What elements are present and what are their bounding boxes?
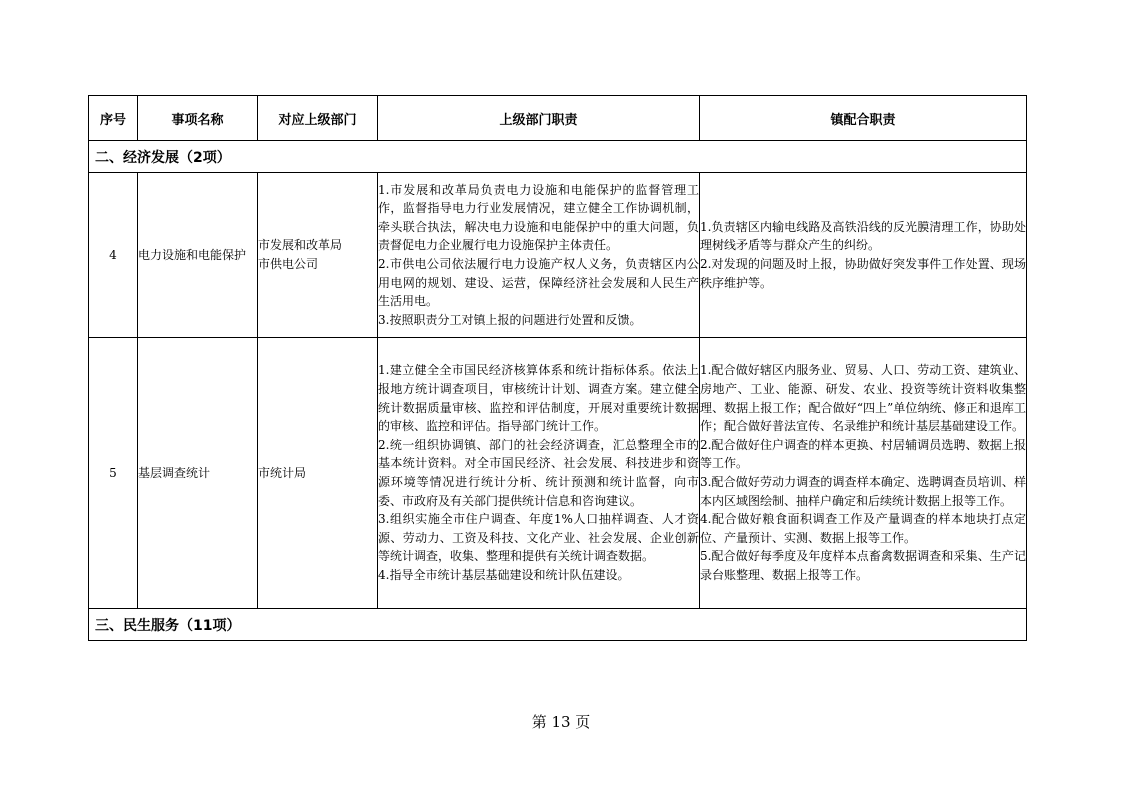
duty-paragraph: 2.统一组织协调镇、部门的社会经济调查，汇总整理全市的基本统计资料。对全市国民经济、社会发展、科技进步和资源环境等情况进行统计分析、统计预测和统计监督，向市委、市政府及有关部门提供统计信息和咨询建议。 xyxy=(378,437,699,508)
row-town-duties xyxy=(700,338,1027,609)
duty-paragraph: 2.配合做好住户调查的样本更换、村居辅调员选聘、数据上报等工作。 xyxy=(700,437,1026,471)
department-name: 市统计局 xyxy=(258,465,307,480)
row-serial: 5 xyxy=(89,338,138,609)
page-number: 第 13 页 xyxy=(531,713,591,731)
section-title-livelihood: 三、民生服务（11项） xyxy=(89,609,1027,641)
section-row-economy xyxy=(89,141,1027,173)
duty-paragraph: 3.组织实施全市住户调查、年度1%人口抽样调查、人才资源、劳动力、工资及科技、文化产业、社会发展、企业创新等统计调查，收集、整理和提供有关统计调查数据。 xyxy=(378,512,699,564)
duty-paragraph: 2.市供电公司依法履行电力设施产权人义务，负责辖区内公用电网的规划、建设、运营，保障经济社会发展和人民生产生活用电。 xyxy=(378,257,699,309)
row-town-duties xyxy=(700,173,1027,338)
table-row xyxy=(89,338,1027,609)
section-row-livelihood xyxy=(89,609,1027,641)
department-name: 市发展和改革局 xyxy=(258,238,343,252)
row-upper-department xyxy=(258,173,378,338)
row-item-name: 基层调查统计 xyxy=(138,338,258,609)
department-name: 市供电公司 xyxy=(258,257,319,271)
header-item-name: 事项名称 xyxy=(138,96,258,141)
row-serial: 4 xyxy=(89,173,138,338)
duty-paragraph: 1.市发展和改革局负责电力设施和电能保护的监督管理工作，监督指导电力行业发展情况，建立健全工作协调机制，牵头联合执法，解决电力设施和电能保护中的重大问题，负责督促电力企业履行电力设施保护主体责任。 xyxy=(378,182,699,253)
row-item-name: 电力设施和电能保护 xyxy=(138,173,258,338)
header-town-duties: 镇配合职责 xyxy=(700,96,1027,141)
responsibility-table xyxy=(88,95,1027,641)
header-upper-department: 对应上级部门 xyxy=(258,96,378,141)
duty-paragraph: 1.配合做好辖区内服务业、贸易、人口、劳动工资、建筑业、房地产、工业、能源、研发、农业、投资等统计资料收集整理、数据上报工作；配合做好“四上”单位纳统、修正和退库工作；配合做好普法宣传、名录维护和统计基层基础建设工作。 xyxy=(700,363,1026,434)
table-row xyxy=(89,173,1027,338)
duty-paragraph: 3.按照职责分工对镇上报的问题进行处置和反馈。 xyxy=(378,312,642,327)
row-upper-duties xyxy=(378,338,700,609)
duty-paragraph: 1.建立健全全市国民经济核算体系和统计指标体系。依法上报地方统计调查项目，审核统计计划、调查方案。建立健全统计数据质量审核、监控和评估制度，开展对重要统计数据的审核、监控和评估。指导部门统计工作。 xyxy=(378,363,699,434)
row-upper-duties xyxy=(378,173,700,338)
section-title-economy: 二、经济发展（2项） xyxy=(89,141,1027,173)
header-serial: 序号 xyxy=(89,96,138,141)
duty-paragraph: 3.配合做好劳动力调查的调查样本确定、选聘调查员培训、样本内区域图绘制、抽样户确定和后续统计数据上报等工作。 xyxy=(700,475,1026,508)
row-upper-department xyxy=(258,338,378,609)
duty-paragraph: 2.对发现的问题及时上报，协助做好突发事件工作处置、现场秩序维护等。 xyxy=(700,257,1026,290)
duty-paragraph: 1.负责辖区内输电线路及高铁沿线的反光膜清理工作，协助处理树线矛盾等与群众产生的纠纷。 xyxy=(700,219,1026,253)
duty-paragraph: 5.配合做好每季度及年度样本点畜禽数据调查和采集、生产记录台账整理、数据上报等工作。 xyxy=(700,549,1026,582)
duty-paragraph: 4.指导全市统计基层基础建设和统计队伍建设。 xyxy=(378,567,630,582)
header-row xyxy=(89,96,1027,141)
duty-paragraph: 4.配合做好粮食面积调查工作及产量调查的样本地块打点定位、产量预计、实测、数据上报等工作。 xyxy=(700,512,1026,545)
header-upper-duties: 上级部门职责 xyxy=(378,96,700,141)
